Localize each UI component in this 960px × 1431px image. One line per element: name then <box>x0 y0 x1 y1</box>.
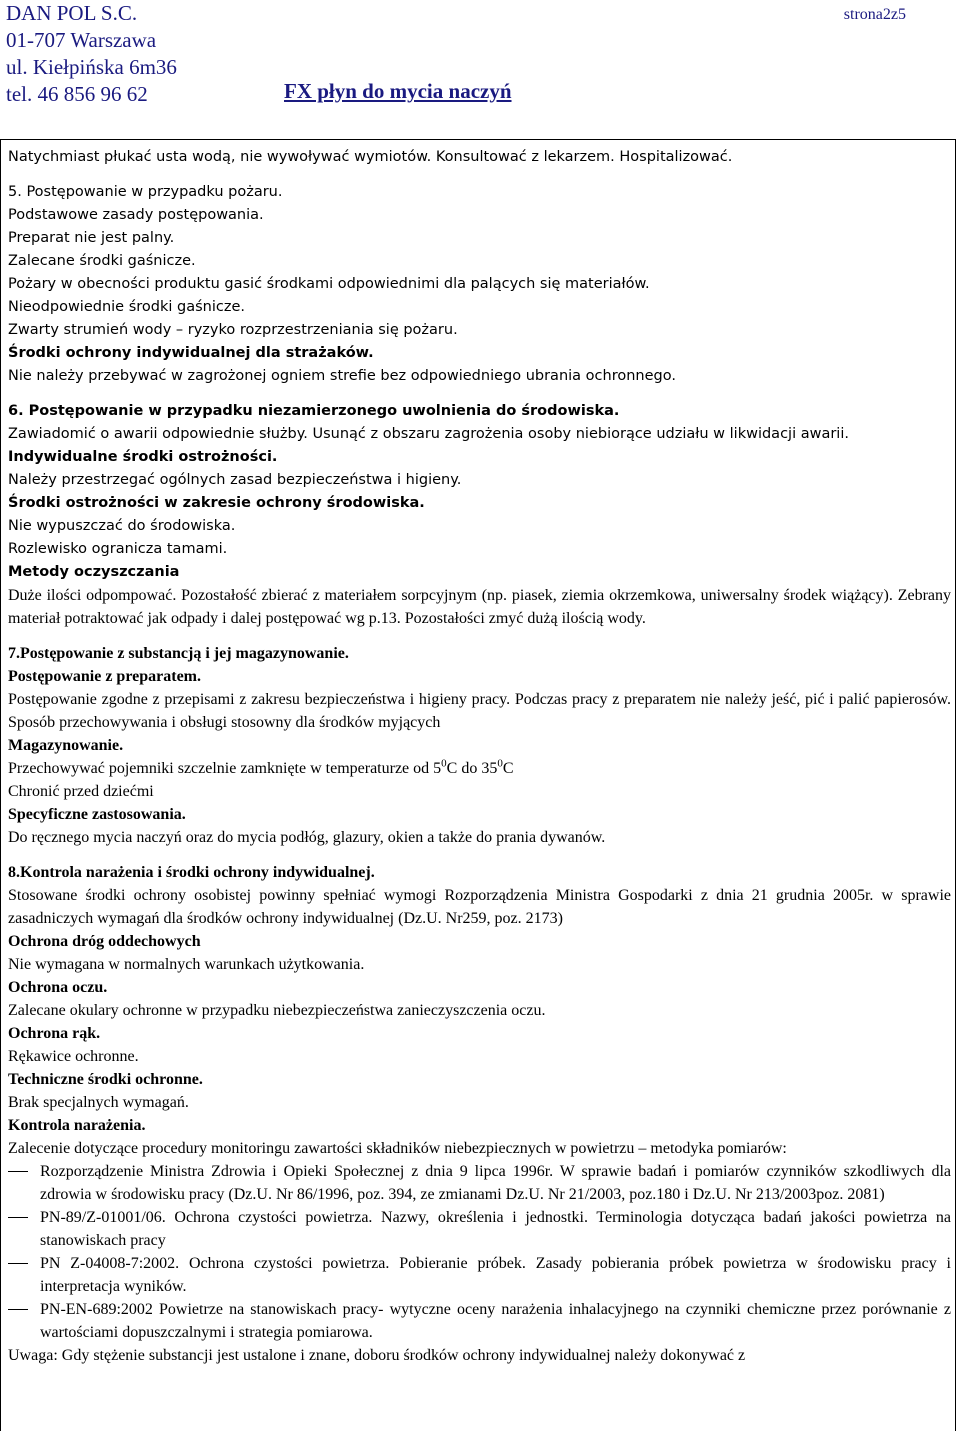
section-8-text: Brak specjalnych wymagań. <box>8 1094 189 1111</box>
section-5-text: Preparat nie jest palny. <box>8 230 175 246</box>
section-8-text: Rękawice ochronne. <box>8 1048 139 1065</box>
list-item: PN Z-04008-7:2002. Ochrona czystości powietrza. Pobieranie próbek. Zasady pobierania próbek powietrza w środowisku pracy i interpretacja wyników. <box>8 1252 951 1298</box>
company-street: ul. Kiełpińska 6m36 <box>6 55 177 79</box>
section-6-text: Nie wypuszczać do środowiska. <box>8 518 236 534</box>
section-7-subheading: Magazynowanie. <box>8 737 124 754</box>
list-item: PN-89/Z-01001/06. Ochrona czystości powietrza. Nazwy, określenia i jednostki. Terminologia dotycząca badań jakości powietrza na stanowiskach pracy <box>8 1206 951 1252</box>
section-7-subheading: Postępowanie z preparatem. <box>8 668 201 685</box>
company-header <box>6 0 177 108</box>
section-6-heading: 6. Postępowanie w przypadku niezamierzonego uwolnienia do środowiska. <box>8 403 620 419</box>
section-7-text: Do ręcznego mycia naczyń oraz do mycia podłóg, glazury, okien a także do prania dywanów. <box>8 829 606 846</box>
section-7-heading: 7.Postępowanie z substancją i jej magazynowanie. <box>8 645 349 662</box>
section-5-subheading: Podstawowe zasady postępowania. <box>8 207 264 223</box>
section-8-subheading: Techniczne środki ochronne. <box>8 1071 203 1088</box>
first-aid-ingestion: Natychmiast płukać usta wodą, nie wywoływać wymiotów. Konsultować z lekarzem. Hospitalizować. <box>8 149 733 165</box>
section-5 <box>8 181 951 388</box>
section-7 <box>8 642 951 849</box>
section-8-text: Nie wymagana w normalnych warunkach użytkowania. <box>8 956 365 973</box>
section-8-subheading: Ochrona oczu. <box>8 979 108 996</box>
section-8-subheading: Ochrona dróg oddechowych <box>8 933 201 950</box>
section-8-text: Zalecenie dotyczące procedury monitoringu zawartości składników niebezpiecznych w powietrzu – metodyka pomiarów: <box>8 1140 787 1157</box>
list-item: PN-EN-689:2002 Powietrze na stanowiskach pracy- wytyczne oceny narażenia inhalacyjnego na czynniki chemiczne przez porównanie z wartościami dopuszczalnymi i strategia pomiarowa. <box>8 1298 951 1344</box>
company-phone: tel. 46 856 96 62 <box>6 82 148 106</box>
section-5-heading: 5. Postępowanie w przypadku pożaru. <box>8 184 283 200</box>
company-postal: 01-707 Warszawa <box>6 28 157 52</box>
section-5-subheading: Nieodpowiednie środki gaśnicze. <box>8 299 245 315</box>
section-6-text: Należy przestrzegać ogólnych zasad bezpieczeństwa i higieny. <box>8 472 462 488</box>
section-8-text: Stosowane środki ochrony osobistej powinny spełniać wymogi Rozporządzenia Ministra Gospodarki z dnia 21 grudnia 2005r. w sprawie zasadniczych wymagań dla środków ochrony indywidualnej (Dz.U. Nr259, poz. 2173) <box>8 887 951 927</box>
section-6-text: Zawiadomić o awarii odpowiednie służby. Usunąć z obszaru zagrożenia osoby niebiorące udziału w likwidacji awarii. <box>8 426 849 442</box>
standards-list <box>8 1160 951 1344</box>
section-7-text: Chronić przed dziećmi <box>8 783 154 800</box>
section-7-subheading: Specyficzne zastosowania. <box>8 806 186 823</box>
section-8-subheading: Kontrola narażenia. <box>8 1117 146 1134</box>
section-6 <box>8 400 951 584</box>
section-5-subheading: Zalecane środki gaśnicze. <box>8 253 196 269</box>
section-5-text: Nie należy przebywać w zagrożonej ogniem strefie bez odpowiedniego ubrania ochronnego. <box>8 368 676 384</box>
section-5-text: Pożary w obecności produktu gasić środkami odpowiednimi dla palących się materiałów. <box>8 276 650 292</box>
list-item: Rozporządzenie Ministra Zdrowia i Opieki Społecznej z dnia 9 lipca 1996r. W sprawie badań i pomiarów czynników szkodliwych dla zdrowia w środowisku pracy (Dz.U. Nr 86/1996, poz. 394, ze zmianami Dz.U. Nr 21/2003, poz.180 i Dz.U. Nr 213/2003poz. 2081) <box>8 1160 951 1206</box>
section-6-text: Rozlewisko ogranicza tamami. <box>8 541 228 557</box>
section-7-text: Postępowanie zgodne z przepisami z zakresu bezpieczeństwa i higieny pracy. Podczas pracy z preparatem nie należy jeść, pić i palić papierosów. Sposób przechowywania i obsługi stosowny dla środków myjących <box>8 691 951 731</box>
section-8 <box>8 861 951 1367</box>
section-6-subheading: Indywidualne środki ostrożności. <box>8 449 278 465</box>
section-4-tail <box>8 146 951 169</box>
section-6-subheading: Metody oczyszczania <box>8 564 180 580</box>
page-number: strona2z5 <box>843 6 906 23</box>
company-name: DAN POL S.C. <box>6 1 138 25</box>
section-8-subheading: Ochrona rąk. <box>8 1025 101 1042</box>
section-8-text: Zalecane okulary ochronne w przypadku niebezpieczeństwa zanieczyszczenia oczu. <box>8 1002 546 1019</box>
storage-temperature: Przechowywać pojemniki szczelnie zamknięte w temperaturze od $5^0C$ do $35^0C$ <box>8 757 514 777</box>
section-6-subheading: Środki ostrożności w zakresie ochrony środowiska. <box>8 495 425 511</box>
section-5-subheading: Środki ochrony indywidualnej dla strażaków. <box>8 345 374 361</box>
section-8-note: Uwaga: Gdy stężenie substancji jest ustalone i znane, doboru środków ochrony indywidualnej należy dokonywać z <box>8 1347 746 1364</box>
document-body <box>8 146 951 1367</box>
product-title: FX płyn do mycia naczyń <box>284 79 512 103</box>
section-5-text: Zwarty strumień wody – ryzyko rozprzestrzeniania się pożaru. <box>8 322 458 338</box>
section-8-heading: 8.Kontrola narażenia i środki ochrony indywidualnej. <box>8 864 375 881</box>
section-6-cleanup-text: Duże ilości odpompować. Pozostałość zbierać z materiałem sorpcyjnym (np. piasek, ziemia okrzemkowa, uniwersalny środek wiążący). Zebrany materiał potraktować jak odpady i dalej postępować wg p.13. Pozostałości zmyć dużą ilością wody. <box>8 587 951 627</box>
